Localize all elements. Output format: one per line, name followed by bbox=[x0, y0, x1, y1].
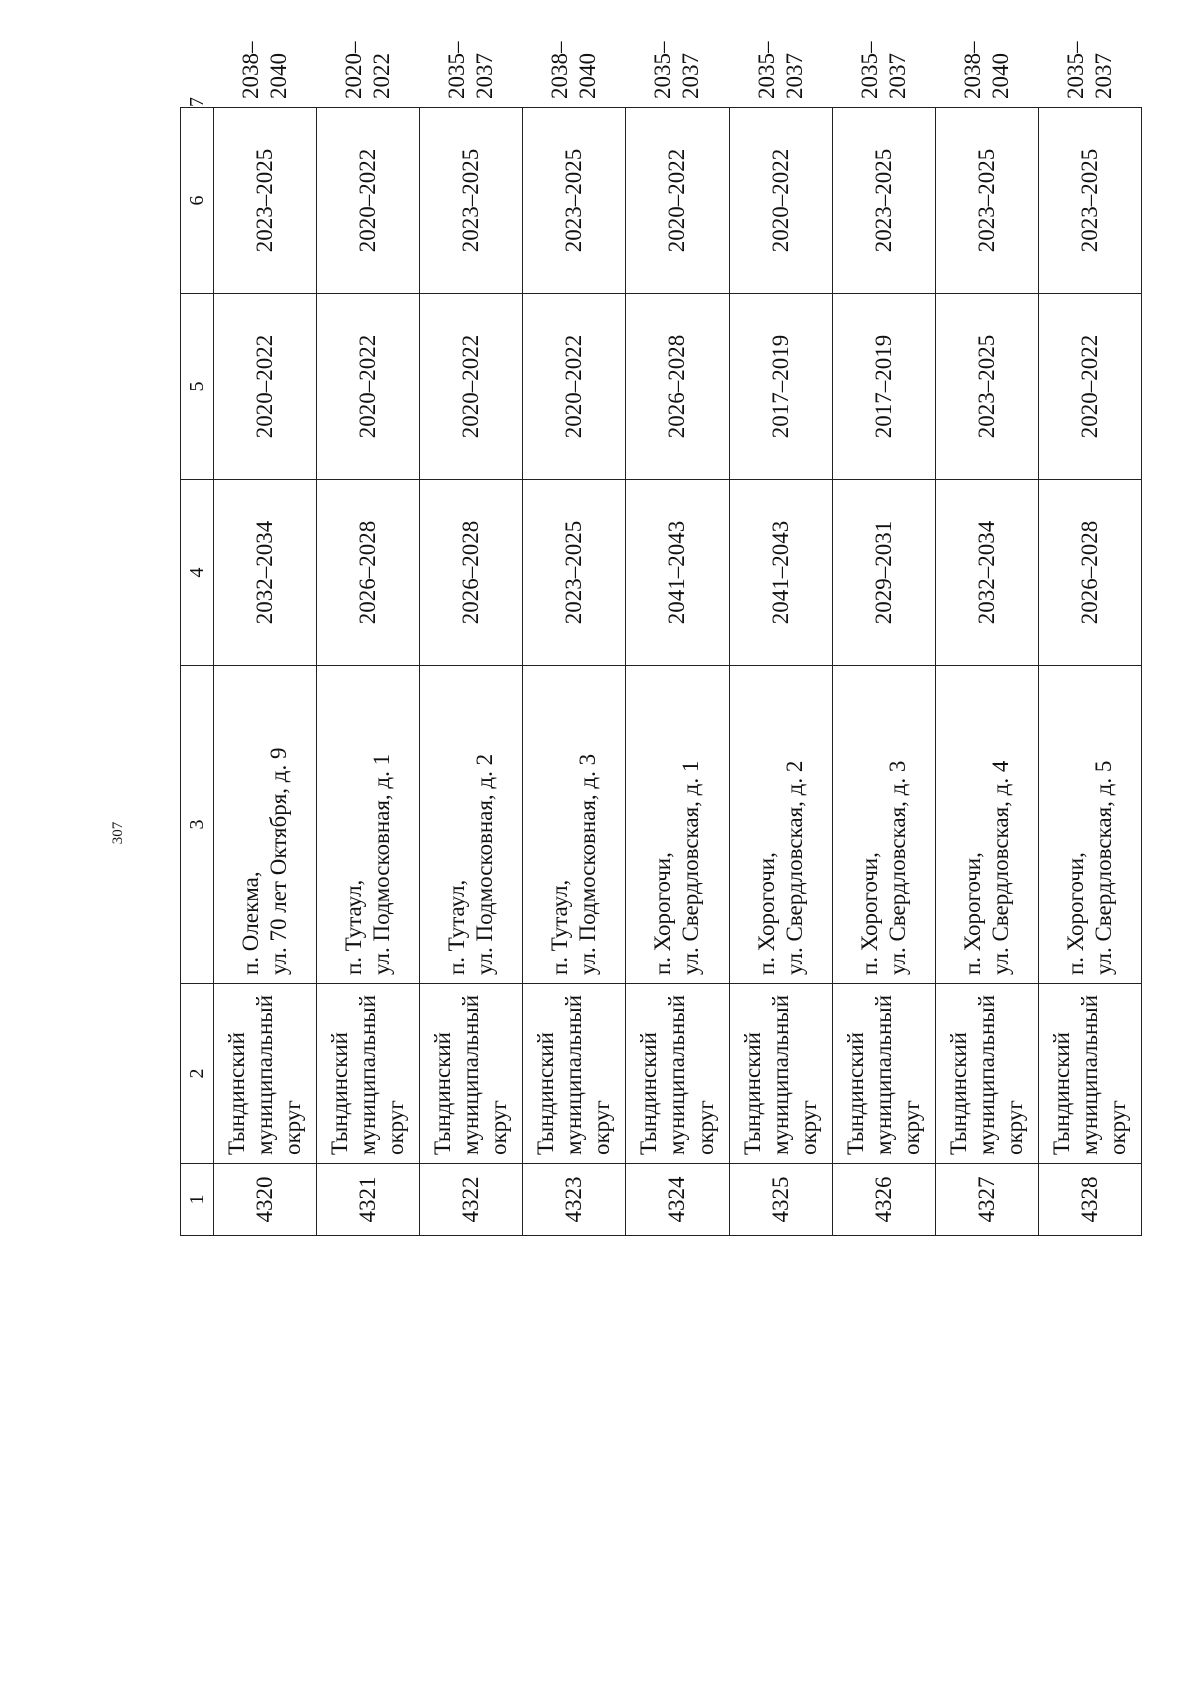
address-cell bbox=[935, 666, 1038, 984]
address-cell bbox=[1038, 666, 1141, 984]
district-cell bbox=[214, 984, 317, 1164]
district-line: Тындинский bbox=[842, 1032, 868, 1155]
district-line: округ bbox=[898, 1100, 924, 1155]
district-line: Тындинский bbox=[430, 1032, 456, 1155]
district-line: Тындинский bbox=[533, 1032, 559, 1155]
period-col5-cell: 2020–2022 bbox=[214, 294, 317, 480]
period-col6-cell: 2020–2022 bbox=[626, 108, 729, 294]
district-cell bbox=[626, 984, 729, 1164]
address-cell bbox=[523, 666, 626, 984]
period-col6-cell: 2023–2025 bbox=[523, 108, 626, 294]
district-line: Тындинский bbox=[1048, 1032, 1074, 1155]
row-number-cell: 4322 bbox=[420, 1164, 523, 1236]
district-line: округ bbox=[383, 1100, 409, 1155]
period-col4-cell: 2023–2025 bbox=[523, 480, 626, 666]
table-row: 4320 Тындинский муниципальный округ п. Олекма, ул. 70 лет Октября, д. 9 2032–2034 2020–2022 2023–2025 2038–2040 bbox=[214, 108, 317, 1236]
row-number-cell: 4325 bbox=[729, 1164, 832, 1236]
row-number-cell: 4323 bbox=[523, 1164, 626, 1236]
district-line: округ bbox=[1104, 1100, 1130, 1155]
period-col5-cell: 2017–2019 bbox=[729, 294, 832, 480]
district-line: муниципальный bbox=[664, 994, 690, 1155]
period-col4-cell: 2041–2043 bbox=[626, 480, 729, 666]
period-col6-cell: 2020–2022 bbox=[317, 108, 420, 294]
repair-schedule-table bbox=[180, 41, 1142, 1236]
district-line: округ bbox=[692, 1100, 718, 1155]
address-cell bbox=[626, 666, 729, 984]
address-line: п. Хорогочи, bbox=[1062, 852, 1088, 975]
address-cell bbox=[317, 666, 420, 984]
column-header: 6 bbox=[181, 108, 214, 294]
period-col5-cell: 2017–2019 bbox=[832, 294, 935, 480]
period-col6-cell: 2020–2022 bbox=[729, 108, 832, 294]
period-col5-cell: 2026–2028 bbox=[626, 294, 729, 480]
district-line: округ bbox=[795, 1100, 821, 1155]
address-line: ул. Свердловская, д. 4 bbox=[987, 760, 1013, 975]
table-row: 4321 Тындинский муниципальный округ п. Тутаул, ул. Подмосковная, д. 1 2026–2028 2020–2022 2020–2022 2020–2022 bbox=[317, 108, 420, 1236]
district-cell bbox=[729, 984, 832, 1164]
column-header: 4 bbox=[181, 480, 214, 666]
address-line: п. Тутаул, bbox=[444, 879, 470, 975]
period-col6-cell: 2023–2025 bbox=[1038, 108, 1141, 294]
row-number-cell: 4324 bbox=[626, 1164, 729, 1236]
address-line: ул. Свердловская, д. 2 bbox=[781, 760, 807, 975]
table-row: 4327 Тындинский муниципальный округ п. Хорогочи, ул. Свердловская, д. 4 2032–2034 2023–2025 2023–2025 2038–2040 bbox=[935, 108, 1038, 1236]
column-header: 3 bbox=[181, 666, 214, 984]
period-col6-cell: 2023–2025 bbox=[214, 108, 317, 294]
district-line: муниципальный bbox=[561, 994, 587, 1155]
address-line: п. Хорогочи, bbox=[856, 852, 882, 975]
district-line: округ bbox=[486, 1100, 512, 1155]
district-line: Тындинский bbox=[945, 1032, 971, 1155]
district-line: муниципальный bbox=[870, 994, 896, 1155]
period-col5-cell: 2020–2022 bbox=[420, 294, 523, 480]
period-col6-cell: 2023–2025 bbox=[935, 108, 1038, 294]
period-col6-cell: 2023–2025 bbox=[420, 108, 523, 294]
district-line: Тындинский bbox=[739, 1032, 765, 1155]
column-header: 1 bbox=[181, 1164, 214, 1236]
column-header-row: 1 2 3 4 5 6 7 bbox=[181, 108, 214, 1236]
district-line: Тындинский bbox=[223, 1032, 249, 1155]
district-cell bbox=[523, 984, 626, 1164]
district-cell bbox=[935, 984, 1038, 1164]
address-cell bbox=[832, 666, 935, 984]
period-col5-cell: 2020–2022 bbox=[523, 294, 626, 480]
address-line: ул. Подмосковная, д. 2 bbox=[472, 753, 498, 975]
period-col4-cell: 2026–2028 bbox=[1038, 480, 1141, 666]
period-col5-cell: 2020–2022 bbox=[1038, 294, 1141, 480]
district-line: муниципальный bbox=[973, 994, 999, 1155]
period-col5-cell: 2020–2022 bbox=[317, 294, 420, 480]
table-row: 4324 Тындинский муниципальный округ п. Хорогочи, ул. Свердловская, д. 1 2041–2043 2026–2028 2020–2022 2035–2037 bbox=[626, 108, 729, 1236]
row-number-cell: 4326 bbox=[832, 1164, 935, 1236]
address-line: ул. Подмосковная, д. 3 bbox=[575, 753, 601, 975]
period-col4-cell: 2041–2043 bbox=[729, 480, 832, 666]
address-line: ул. Свердловская, д. 1 bbox=[678, 760, 704, 975]
period-col4-cell: 2026–2028 bbox=[317, 480, 420, 666]
rotated-table-frame bbox=[180, 41, 1142, 1236]
address-cell bbox=[214, 666, 317, 984]
period-col4-cell: 2026–2028 bbox=[420, 480, 523, 666]
address-line: ул. Свердловская, д. 5 bbox=[1090, 760, 1116, 975]
district-line: муниципальный bbox=[767, 994, 793, 1155]
row-number-cell: 4321 bbox=[317, 1164, 420, 1236]
row-number-cell: 4328 bbox=[1038, 1164, 1141, 1236]
period-col4-cell: 2029–2031 bbox=[832, 480, 935, 666]
district-cell bbox=[1038, 984, 1141, 1164]
table-row: 4322 Тындинский муниципальный округ п. Тутаул, ул. Подмосковная, д. 2 2026–2028 2020–2022 2023–2025 2035–2037 bbox=[420, 108, 523, 1236]
period-col6-cell: 2023–2025 bbox=[832, 108, 935, 294]
address-line: п. Тутаул, bbox=[547, 879, 573, 975]
address-cell bbox=[729, 666, 832, 984]
district-cell bbox=[420, 984, 523, 1164]
column-header: 5 bbox=[181, 294, 214, 480]
table-row: 4325 Тындинский муниципальный округ п. Хорогочи, ул. Свердловская, д. 2 2041–2043 2017–2019 2020–2022 2035–2037 bbox=[729, 108, 832, 1236]
page-number: 307 bbox=[110, 821, 126, 845]
address-line: п. Тутаул, bbox=[341, 879, 367, 975]
address-line: п. Хорогочи, bbox=[650, 852, 676, 975]
address-line: п. Хорогочи, bbox=[959, 852, 985, 975]
address-line: ул. 70 лет Октября, д. 9 bbox=[266, 747, 292, 975]
address-line: п. Олекма, bbox=[238, 871, 263, 975]
address-cell bbox=[420, 666, 523, 984]
address-line: ул. Свердловская, д. 3 bbox=[884, 760, 910, 975]
district-line: округ bbox=[280, 1100, 306, 1155]
period-col5-cell: 2023–2025 bbox=[935, 294, 1038, 480]
table-row: 4326 Тындинский муниципальный округ п. Хорогочи, ул. Свердловская, д. 3 2029–2031 2017–2019 2023–2025 2035–2037 bbox=[832, 108, 935, 1236]
row-number-cell: 4320 bbox=[214, 1164, 317, 1236]
address-line: ул. Подмосковная, д. 1 bbox=[369, 753, 395, 975]
period-col4-cell: 2032–2034 bbox=[935, 480, 1038, 666]
district-line: Тындинский bbox=[327, 1032, 353, 1155]
address-line: п. Хорогочи, bbox=[753, 852, 779, 975]
table-row: 4328 Тындинский муниципальный округ п. Хорогочи, ул. Свердловская, д. 5 2026–2028 2020–2022 2023–2025 2035–2037 bbox=[1038, 108, 1141, 1236]
column-header: 2 bbox=[181, 984, 214, 1164]
table-row: 4323 Тындинский муниципальный округ п. Тутаул, ул. Подмосковная, д. 3 2023–2025 2020–2022 2023–2025 2038–2040 bbox=[523, 108, 626, 1236]
district-line: муниципальный bbox=[458, 994, 484, 1155]
district-line: округ bbox=[1001, 1100, 1027, 1155]
district-line: округ bbox=[589, 1100, 615, 1155]
district-cell bbox=[317, 984, 420, 1164]
period-col4-cell: 2032–2034 bbox=[214, 480, 317, 666]
district-line: муниципальный bbox=[252, 994, 278, 1155]
district-line: Тындинский bbox=[636, 1032, 662, 1155]
district-line: муниципальный bbox=[1076, 994, 1102, 1155]
district-line: муниципальный bbox=[355, 994, 381, 1155]
district-cell bbox=[832, 984, 935, 1164]
row-number-cell: 4327 bbox=[935, 1164, 1038, 1236]
